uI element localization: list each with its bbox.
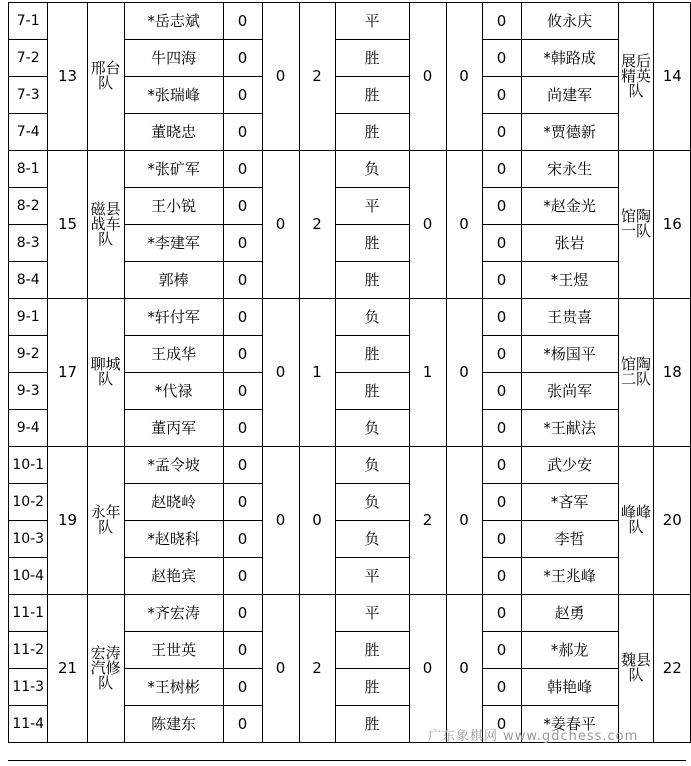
result: 平: [335, 558, 409, 595]
result: 负: [335, 447, 409, 484]
table-row: [9, 595, 691, 632]
player-b-name: *王煜: [521, 262, 618, 299]
player-b-name: *杨国平: [521, 336, 618, 373]
team-b-name: [618, 447, 654, 595]
board-number: 10-4: [9, 558, 48, 595]
team-a-score-2: 1: [299, 299, 335, 447]
player-a-points: 0: [223, 77, 262, 114]
player-a-name: *岳志斌: [124, 3, 223, 40]
team-b-score-1: 0: [409, 151, 446, 299]
player-a-name: *赵晓科: [124, 521, 223, 558]
player-b-name: 张岩: [521, 225, 618, 262]
player-b-name: 李哲: [521, 521, 618, 558]
player-a-name: 王世英: [124, 632, 223, 669]
team-a-score-2: 2: [299, 595, 335, 743]
player-a-name: *轩付军: [124, 299, 223, 336]
result: 平: [335, 3, 409, 40]
player-a-name: *王树彬: [124, 669, 223, 706]
player-a-points: 0: [223, 447, 262, 484]
player-a-name: 王成华: [124, 336, 223, 373]
team-b-name-label: 展后精英队: [621, 51, 652, 100]
team-a-score-2: 0: [299, 447, 335, 595]
result: 胜: [335, 114, 409, 151]
team-b-name-label: 峰峰队: [621, 503, 652, 536]
player-a-name: 赵艳宾: [124, 558, 223, 595]
player-b-name: 赵勇: [521, 595, 618, 632]
team-b-name-label: 馆陶二队: [621, 355, 652, 388]
result: 负: [335, 484, 409, 521]
player-b-name: *姜春平: [521, 706, 618, 743]
result: 胜: [335, 225, 409, 262]
player-b-name: *吝军: [521, 484, 618, 521]
team-a-name: [87, 151, 124, 299]
player-a-points: 0: [223, 188, 262, 225]
team-a-score-2: 2: [299, 3, 335, 151]
player-a-points: 0: [223, 299, 262, 336]
player-a-name: 牛四海: [124, 40, 223, 77]
player-a-name: *张矿军: [124, 151, 223, 188]
player-b-points: 0: [482, 262, 521, 299]
player-b-points: 0: [482, 595, 521, 632]
team-a-score-1: 0: [262, 151, 299, 299]
result: 胜: [335, 669, 409, 706]
team-b-name: [618, 3, 654, 151]
player-b-points: 0: [482, 336, 521, 373]
result: 胜: [335, 77, 409, 114]
player-a-points: 0: [223, 151, 262, 188]
player-b-points: 0: [482, 706, 521, 743]
result: 胜: [335, 632, 409, 669]
player-a-points: 0: [223, 706, 262, 743]
team-b-score-1: 1: [409, 299, 446, 447]
player-b-name: 宋永生: [521, 151, 618, 188]
team-a-name: [87, 595, 124, 743]
team-a-name: [87, 3, 124, 151]
player-a-name: 陈建东: [124, 706, 223, 743]
table-row: [9, 447, 691, 484]
watermark-text: 广东象棋网 www.gdchess.com: [428, 729, 639, 744]
player-a-points: 0: [223, 410, 262, 447]
team-b-number: 14: [654, 3, 691, 151]
player-a-points: 0: [223, 521, 262, 558]
team-b-score-2: 0: [446, 447, 482, 595]
board-number: 11-3: [9, 669, 48, 706]
player-a-name: *孟令坡: [124, 447, 223, 484]
table-row: [9, 299, 691, 336]
player-b-points: 0: [482, 558, 521, 595]
board-number: 7-4: [9, 114, 48, 151]
team-a-score-1: 0: [262, 447, 299, 595]
table-row: [9, 3, 691, 40]
team-b-score-2: 0: [446, 151, 482, 299]
player-a-name: 郭棒: [124, 262, 223, 299]
match-results-table: [8, 2, 691, 743]
team-a-name-label: 磁县战车队: [90, 199, 121, 248]
player-b-points: 0: [482, 484, 521, 521]
player-a-points: 0: [223, 336, 262, 373]
team-a-name-label: 宏涛汽修队: [90, 643, 121, 692]
team-b-score-2: 0: [446, 595, 482, 743]
team-a-name-label: 永年队: [90, 503, 121, 536]
player-a-points: 0: [223, 484, 262, 521]
team-b-number: 20: [654, 447, 691, 595]
result: 胜: [335, 706, 409, 743]
board-number: 8-3: [9, 225, 48, 262]
board-number: 10-1: [9, 447, 48, 484]
team-b-name: [618, 595, 654, 743]
player-b-name: *韩路成: [521, 40, 618, 77]
team-b-score-1: 0: [409, 595, 446, 743]
player-a-points: 0: [223, 669, 262, 706]
player-a-name: *李建军: [124, 225, 223, 262]
result: 平: [335, 188, 409, 225]
player-a-name: *齐宏涛: [124, 595, 223, 632]
team-a-number: 17: [48, 299, 87, 447]
board-number: 9-4: [9, 410, 48, 447]
player-b-name: *王兆峰: [521, 558, 618, 595]
player-b-points: 0: [482, 632, 521, 669]
team-a-name: [87, 299, 124, 447]
player-b-name: 王贵喜: [521, 299, 618, 336]
player-b-points: 0: [482, 114, 521, 151]
team-b-number: 16: [654, 151, 691, 299]
player-a-points: 0: [223, 595, 262, 632]
player-b-name: *赵金光: [521, 188, 618, 225]
result: 胜: [335, 262, 409, 299]
result: 负: [335, 299, 409, 336]
player-b-points: 0: [482, 373, 521, 410]
board-number: 9-1: [9, 299, 48, 336]
team-a-score-1: 0: [262, 595, 299, 743]
bottom-rule: [8, 760, 686, 761]
player-a-points: 0: [223, 40, 262, 77]
team-a-number: 21: [48, 595, 87, 743]
team-a-number: 15: [48, 151, 87, 299]
player-b-name: 武少安: [521, 447, 618, 484]
player-b-points: 0: [482, 521, 521, 558]
player-b-name: 韩艳峰: [521, 669, 618, 706]
board-number: 9-3: [9, 373, 48, 410]
result: 胜: [335, 40, 409, 77]
board-number: 11-4: [9, 706, 48, 743]
team-a-number: 13: [48, 3, 87, 151]
player-a-points: 0: [223, 373, 262, 410]
player-a-name: 董晓忠: [124, 114, 223, 151]
team-b-score-2: 0: [446, 299, 482, 447]
board-number: 11-2: [9, 632, 48, 669]
team-b-number: 18: [654, 299, 691, 447]
table-row: [9, 151, 691, 188]
team-a-name-label: 聊城队: [90, 355, 121, 388]
result: 负: [335, 151, 409, 188]
player-b-points: 0: [482, 299, 521, 336]
result: 平: [335, 595, 409, 632]
team-b-score-2: 0: [446, 3, 482, 151]
board-number: 8-1: [9, 151, 48, 188]
player-a-points: 0: [223, 114, 262, 151]
team-a-score-1: 0: [262, 299, 299, 447]
board-number: 8-2: [9, 188, 48, 225]
player-b-points: 0: [482, 77, 521, 114]
player-b-name: *郝龙: [521, 632, 618, 669]
table-body: [9, 3, 691, 743]
board-number: 7-3: [9, 77, 48, 114]
player-a-points: 0: [223, 262, 262, 299]
result: 胜: [335, 373, 409, 410]
board-number: 9-2: [9, 336, 48, 373]
board-number: 11-1: [9, 595, 48, 632]
board-number: 8-4: [9, 262, 48, 299]
team-b-score-1: 2: [409, 447, 446, 595]
board-number: 10-2: [9, 484, 48, 521]
player-b-points: 0: [482, 410, 521, 447]
team-a-score-2: 2: [299, 151, 335, 299]
player-a-points: 0: [223, 632, 262, 669]
player-a-points: 0: [223, 225, 262, 262]
team-a-name-label: 邢台队: [90, 59, 121, 92]
player-b-name: *贾德新: [521, 114, 618, 151]
player-b-points: 0: [482, 225, 521, 262]
team-b-name-label: 魏县队: [621, 651, 652, 684]
team-b-name-label: 馆陶一队: [621, 207, 652, 240]
player-a-name: *代禄: [124, 373, 223, 410]
result: 胜: [335, 336, 409, 373]
team-a-name: [87, 447, 124, 595]
team-a-score-1: 0: [262, 3, 299, 151]
result: 负: [335, 521, 409, 558]
player-b-points: 0: [482, 151, 521, 188]
player-a-name: *张瑞峰: [124, 77, 223, 114]
team-a-number: 19: [48, 447, 87, 595]
player-a-name: 王小锐: [124, 188, 223, 225]
player-b-name: *王献法: [521, 410, 618, 447]
player-b-points: 0: [482, 40, 521, 77]
board-number: 7-1: [9, 3, 48, 40]
team-b-name: [618, 299, 654, 447]
board-number: 10-3: [9, 521, 48, 558]
player-b-points: 0: [482, 188, 521, 225]
team-b-score-1: 0: [409, 3, 446, 151]
player-b-name: 尚建军: [521, 77, 618, 114]
player-b-name: 张尚军: [521, 373, 618, 410]
player-b-name: 攸永庆: [521, 3, 618, 40]
team-b-number: 22: [654, 595, 691, 743]
player-b-points: 0: [482, 3, 521, 40]
player-a-points: 0: [223, 558, 262, 595]
player-a-name: 赵晓岭: [124, 484, 223, 521]
player-b-points: 0: [482, 447, 521, 484]
board-number: 7-2: [9, 40, 48, 77]
player-b-points: 0: [482, 669, 521, 706]
team-b-name: [618, 151, 654, 299]
player-a-name: 董丙军: [124, 410, 223, 447]
player-a-points: 0: [223, 3, 262, 40]
result: 负: [335, 410, 409, 447]
